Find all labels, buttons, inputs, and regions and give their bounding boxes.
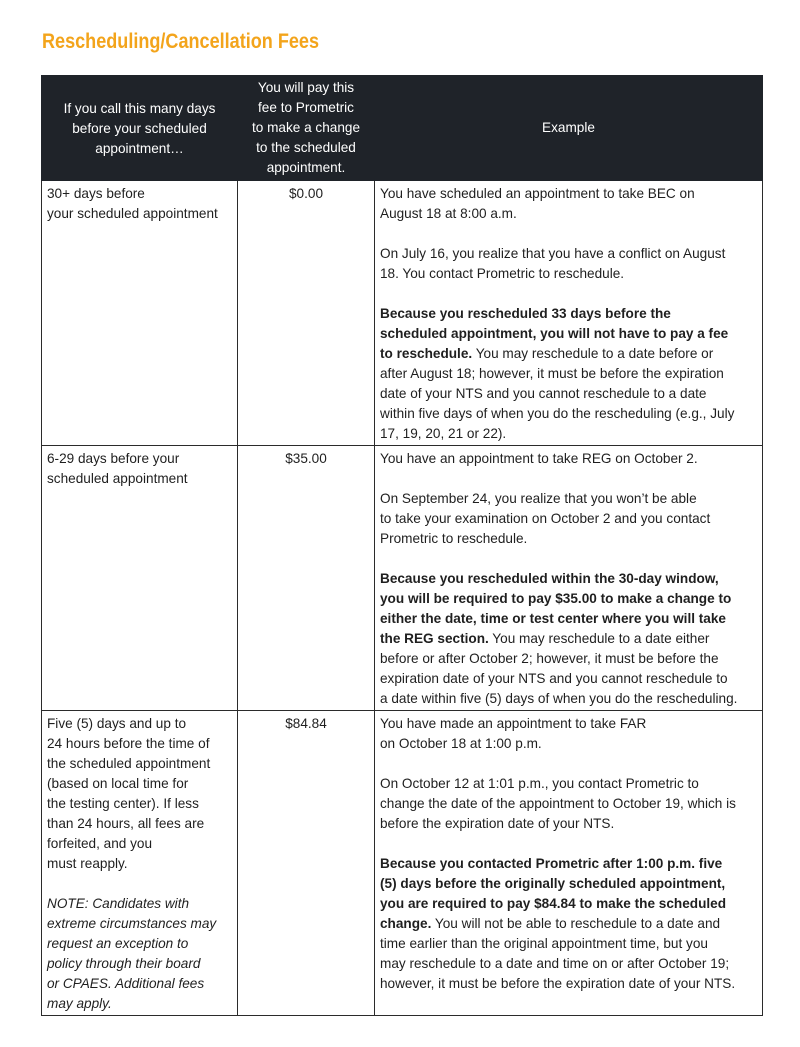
fee-cell: $84.84 [238, 711, 375, 1016]
example-conclusion-rest: You may reschedule to a date either before or after October 2; however, it must be before the expiration date of your NTS and you cannot reschedule to a date within five (5) days of when you do the rescheduling. [380, 631, 738, 706]
condition-cell: 6-29 days before your scheduled appointment [42, 446, 238, 711]
header-fee: You will pay this fee to Prometric to make a change to the scheduled appointment. [238, 76, 375, 181]
table-row [42, 181, 763, 446]
fees-table [41, 75, 763, 1016]
example-conclusion [380, 854, 757, 994]
example-paragraph: You have scheduled an appointment to take BEC on August 18 at 8:00 a.m. [380, 186, 695, 221]
page-title: Rescheduling/Cancellation Fees [42, 30, 320, 53]
example-paragraph: On September 24, you realize that you won’t be able to take your examination on October 2 and you contact Prometric to reschedule. [380, 491, 711, 546]
example-cell [375, 181, 763, 446]
example-paragraph: You have made an appointment to take FAR on October 18 at 1:00 p.m. [380, 716, 647, 751]
header-days-before: If you call this many days before your scheduled appointment… [42, 76, 238, 181]
example-cell [375, 711, 763, 1016]
table-row [42, 446, 763, 711]
example-conclusion-bold: Because you contacted Prometric after 1:00 p.m. five (5) days before the originally scheduled appointment, you are required to pay $84.84 to make the scheduled change. [380, 856, 727, 931]
fee-cell: $0.00 [238, 181, 375, 446]
example-paragraph: You have an appointment to take REG on October 2. [380, 451, 698, 466]
example-conclusion-bold: Because you rescheduled 33 days before the scheduled appointment, you will not have to pay a fee to reschedule. [380, 306, 729, 361]
table-header-row [42, 76, 763, 181]
example-conclusion [380, 304, 757, 444]
condition-cell: 30+ days before your scheduled appointment [42, 181, 238, 446]
header-example: Example [375, 76, 763, 181]
note-text: NOTE: Candidates with extreme circumstances may request an exception to policy through their board or CPAES. Additional fees may apply. [47, 896, 217, 1011]
example-conclusion-rest: You may reschedule to a date before or after August 18; however, it must be before the expiration date of your NTS and you cannot reschedule to a date within five days of when you do the rescheduling (e.g., July 17, 19, 20, 21 or 22). [380, 346, 735, 441]
fee-cell: $35.00 [238, 446, 375, 711]
example-conclusion-bold: Because you rescheduled within the 30-day window, you will be required to pay $35.00 to make a change to either the date, time or test center where you will take the REG section. [380, 571, 732, 646]
example-cell [375, 446, 763, 711]
example-conclusion [380, 569, 757, 709]
example-paragraph: On July 16, you realize that you have a conflict on August 18. You contact Prometric to reschedule. [380, 246, 726, 281]
example-conclusion-rest: You will not be able to reschedule to a date and time earlier than the original appointment time, but you may reschedule to a date and time on or after October 19; however, it must be before the expiration date of your NTS. [380, 916, 736, 991]
condition-cell: Five (5) days and up to 24 hours before the time of the scheduled appointment (based on local time for the testing center). If less than 24 hours, all fees are forfeited, and you must reapply. NOTE: Candidates with extreme circumstances may request an exception to policy through their board or CPAES. Additional fees may apply. [42, 711, 238, 1016]
example-paragraph: On October 12 at 1:01 p.m., you contact Prometric to change the date of the appointment to October 19, which is before the expiration date of your NTS. [380, 776, 736, 831]
table-row [42, 711, 763, 1016]
